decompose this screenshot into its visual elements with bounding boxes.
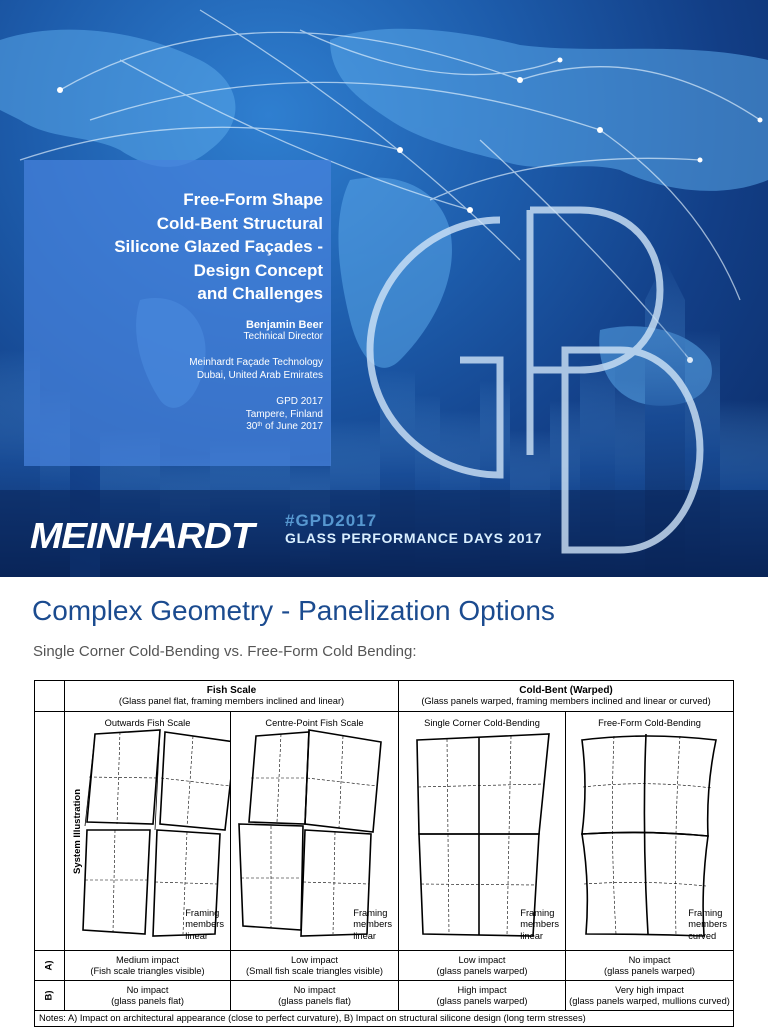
table-cell xyxy=(65,951,231,981)
illustration-title: Free-Form Cold-Bending xyxy=(598,718,701,728)
illustration-cell xyxy=(399,712,566,951)
cell-note: (glass panels flat) xyxy=(111,995,184,1006)
title-line: Design Concept xyxy=(193,260,323,280)
table-row-a xyxy=(35,951,734,981)
row-label-b: B) xyxy=(35,981,65,1011)
framing-line: linear xyxy=(353,930,377,941)
framing-line: Framing xyxy=(185,907,220,918)
framing-line: members xyxy=(520,919,560,929)
group-title: Cold-Bent (Warped) xyxy=(519,685,613,696)
cell-main: Low impact xyxy=(458,954,506,965)
title-line: Silicone Glazed Façades - xyxy=(114,237,323,256)
framing-note xyxy=(520,908,559,943)
table-cell xyxy=(231,951,399,981)
table-cell xyxy=(566,981,734,1011)
title-panel xyxy=(24,160,331,466)
group-header-cold-bent xyxy=(399,681,734,712)
cell-main: Medium impact xyxy=(115,954,180,965)
date-day: 30 xyxy=(246,421,258,433)
cell-note: (glass panels warped) xyxy=(436,995,528,1006)
illustration-title: Outwards Fish Scale xyxy=(104,718,191,728)
author-role: Technical Director xyxy=(243,330,323,342)
framing-line: Framing xyxy=(688,907,723,918)
date-suffix: th xyxy=(257,422,263,429)
event-place: Tampere, Finland xyxy=(245,408,323,420)
row-label-a: A) xyxy=(35,951,65,981)
table-cell xyxy=(566,951,734,981)
illustration-title: Centre-Point Fish Scale xyxy=(265,718,364,728)
table-cell xyxy=(399,981,566,1011)
cell-main: No impact xyxy=(293,984,336,995)
framing-note xyxy=(353,908,392,943)
table-cell xyxy=(399,951,566,981)
framing-line: linear xyxy=(520,930,544,941)
table-row-system-illustration xyxy=(35,712,734,951)
gpd-hashtag: #GPD2017 xyxy=(285,511,378,530)
table-notes: Notes: A) Impact on architectural appearance (close to perfect curvature), B) Impact on structural silicone design (long term stresses) xyxy=(35,1011,734,1027)
company-location: Dubai, United Arab Emirates xyxy=(196,369,323,381)
cell-main: No impact xyxy=(126,984,169,995)
framing-line: members xyxy=(353,919,393,929)
gpd-event-name: GLASS PERFORMANCE DAYS 2017 xyxy=(285,530,543,546)
cell-note: (glass panels warped, mullions curved) xyxy=(569,995,730,1006)
slide-subtitle: Single Corner Cold-Bending vs. Free-Form Cold Bending: xyxy=(33,643,417,660)
illustration-cell xyxy=(231,712,399,951)
cell-main: High impact xyxy=(457,984,507,995)
table-notes-row xyxy=(35,1011,734,1027)
author-name: Benjamin Beer xyxy=(245,318,323,331)
slide-title: Complex Geometry - Panelization Options xyxy=(32,595,555,626)
table-row-b xyxy=(35,981,734,1011)
group-desc: (Glass panels warped, framing members inclined and linear or curved) xyxy=(421,696,711,706)
group-header-fish-scale xyxy=(65,681,399,712)
table-header-row xyxy=(35,681,734,712)
illustration-cell xyxy=(566,712,734,951)
presentation-title xyxy=(34,188,323,306)
panelization-table xyxy=(34,680,734,1027)
date-rest: of June 2017 xyxy=(262,421,323,433)
cell-main: Low impact xyxy=(290,954,339,965)
cell-main: No impact xyxy=(628,954,671,965)
framing-note xyxy=(185,908,224,943)
framing-note xyxy=(688,908,727,943)
gpd-outline-logo xyxy=(350,190,710,577)
group-desc: (Glass panel flat, framing members inclined and linear) xyxy=(118,696,345,706)
title-line: Free-Form Shape xyxy=(183,190,323,209)
framing-line: members xyxy=(185,919,224,929)
cell-main: Very high impact xyxy=(615,984,684,995)
group-title: Fish Scale xyxy=(206,685,257,696)
cell-note: (Fish scale triangles visible) xyxy=(90,965,205,976)
table-cell xyxy=(231,981,399,1011)
framing-line: curved xyxy=(688,930,717,941)
cell-note: (glass panels flat) xyxy=(278,995,351,1006)
company-name: Meinhardt Façade Technology xyxy=(189,357,323,369)
framing-line: linear xyxy=(185,930,208,941)
title-line: and Challenges xyxy=(197,284,323,303)
illustration-title: Single Corner Cold-Bending xyxy=(424,718,540,728)
cell-note: (glass panels warped) xyxy=(604,965,695,976)
framing-line: members xyxy=(688,919,728,929)
table-cell xyxy=(65,981,231,1011)
framing-line: Framing xyxy=(520,907,555,918)
framing-line: Framing xyxy=(353,907,388,918)
title-line: Cold-Bent Structural xyxy=(156,213,323,233)
event-date xyxy=(34,421,323,434)
content-slide xyxy=(0,577,768,1024)
meinhardt-logo: MEINHARDT xyxy=(30,515,254,556)
event-name: GPD 2017 xyxy=(276,396,323,408)
illustration-cell xyxy=(65,712,231,951)
table-corner-cell xyxy=(35,681,65,712)
cell-note: (glass panels warped) xyxy=(436,965,528,976)
row-label-system: System Illustration xyxy=(35,712,65,951)
cell-note: (Small fish scale triangles visible) xyxy=(246,965,383,976)
